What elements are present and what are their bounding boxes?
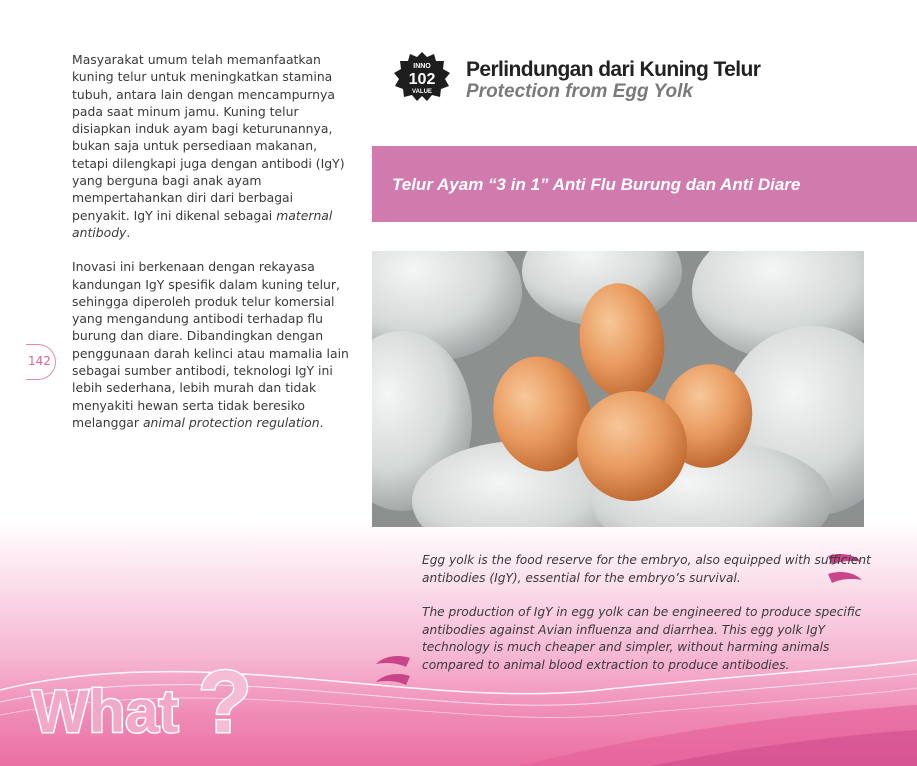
banner-text: Telur Ayam “3 in 1” Anti Flu Burung dan Anti Diare <box>392 175 801 194</box>
page-title: Perlindungan dari Kuning Telur <box>466 58 761 81</box>
topic-banner <box>372 146 917 222</box>
page-subtitle: Protection from Egg Yolk <box>466 81 693 102</box>
paragraph-indonesian-2: Inovasi ini berkenaan dengan rekayasa kandungan IgY spesifik dalam kuning telur, sehingga diperoleh produk telur komersial yang mengandung antibodi terhadap flu burung dan diare. Dibandingkan dengan penggunaan darah kelinci atau mamalia lain sebagai sumber antibodi, teknologi IgY ini lebih sederhana, lebih murah dan tidak menyakiti hewan serta tidak beresiko melanggar animal protection regulation. <box>72 259 349 430</box>
left-column-text <box>72 51 352 448</box>
question-mark: ? <box>198 652 252 740</box>
svg-text:102: 102 <box>408 71 436 88</box>
header <box>466 58 760 103</box>
eggs-photo <box>372 251 864 527</box>
emphasis-maternal-antibody: maternal antibody <box>72 207 333 240</box>
paragraph-indonesian-1: Masyarakat umum telah memanfaatkan kuning telur untuk meningkatkan stamina tubuh, antara lain dengan mencampurnya pada saat minum jamu. Kuning telur disiapkan induk ayam bagi keturunannya, bukan saja untuk persediaan makanan, tetapi dilengkapi juga dengan antibodi (IgY) yang berguna bagi anak ayam mempertahankan diri dari berbagai penyakit. IgY ini dikenal sebagai maternal antibody. <box>72 52 345 240</box>
emphasis-animal-protection: animal protection regulation <box>142 414 320 430</box>
page-number-marker <box>26 344 56 380</box>
svg-text:VALUE: VALUE <box>412 89 432 95</box>
svg-text:INNO: INNO <box>413 63 431 70</box>
caption-paragraph-2: The production of IgY in egg yolk can be engineered to produce specific antibodies against Avian influenza and diarrhea. This egg yolk IgY technology is much cheaper and simpler, without harming animals compared to animal blood extraction to produce antibodies. <box>422 605 862 672</box>
page-number: 142 <box>28 354 51 368</box>
english-caption <box>422 552 872 691</box>
what-word: What <box>32 678 179 740</box>
what-title-graphic <box>30 648 260 740</box>
eggs-illustration <box>372 251 864 527</box>
inno-102-value-badge-icon <box>393 50 451 102</box>
caption-paragraph-1: Egg yolk is the food reserve for the embryo, also equipped with sufficient antibodies (IgY), essential for the embryo’s survival. <box>422 553 871 585</box>
opening-quote-icon <box>372 650 416 694</box>
